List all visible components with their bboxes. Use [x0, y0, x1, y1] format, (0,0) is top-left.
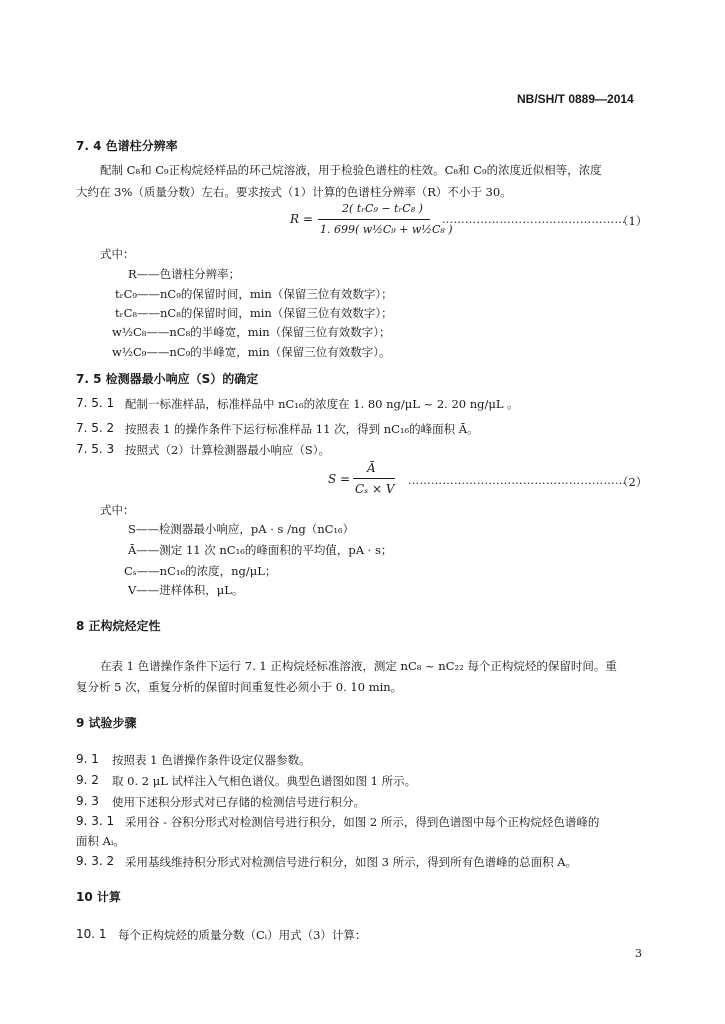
eq2-lhs: S = [328, 472, 351, 486]
s75-item-text: 配制一标准样品，标准样品中 nC₁₆的浓度在 1. 80 ng/μL ~ 2. 20 ng/μL 。 [125, 397, 519, 411]
s75-where-label: 式中： [100, 503, 135, 517]
s10-item-number: 10. 1 [76, 927, 107, 941]
standard-number: NB/SH/T 0889—2014 [517, 92, 634, 106]
s75-item-number: 7. 5. 1 [76, 396, 115, 410]
s9-item-text-continued: 面积 Aᵢ。 [76, 834, 125, 848]
s75-def-line: S——检测器最小响应，pA · s /ng（nC₁₆） [128, 522, 355, 536]
s9-item-number: 9. 3. 2 [76, 854, 115, 868]
s9-item-number: 9. 3. 1 [76, 814, 115, 828]
eq2-leader-dots: ………………………………………………… [408, 474, 627, 487]
s75-item-number: 7. 5. 3 [76, 442, 115, 456]
s74-def-line: w½C₈——nC₈的半峰宽，min（保留三位有效数字）； [112, 325, 391, 339]
s9-item-text: 使用下述积分形式对已存储的检测信号进行积分。 [112, 795, 365, 809]
s9-item-number: 9. 2 [76, 773, 99, 787]
s75-item-text: 按照表 1 的操作条件下运行标准样品 11 次，得到 nC₁₆的峰面积 Ā。 [125, 422, 479, 436]
s9-item-number: 9. 3 [76, 794, 99, 808]
s10-item-text: 每个正构烷烃的质量分数（Cᵢ）用式（3）计算： [118, 928, 367, 942]
eq2-numerator: Ā [367, 461, 376, 475]
eq1-numerator: 2( tᵣC₉ − tᵣC₈ ) [342, 202, 423, 215]
section-7-4-title: 7. 4 色谱柱分辨率 [76, 139, 178, 153]
eq2-denominator: Cₛ × V [355, 482, 395, 496]
section-8-title: 8 正构烷烃定性 [76, 619, 161, 633]
eq1-number: （1） [617, 214, 648, 228]
page-number: 3 [635, 947, 642, 960]
s74-def-line: tᵣC₈——nC₈的保留时间，min（保留三位有效数字）； [115, 306, 393, 320]
eq1-fraction-bar [318, 219, 430, 220]
s9-item-text: 采用谷 - 谷积分形式对检测信号进行积分，如图 2 所示，得到色谱图中每个正构烷烃色谱峰的 [125, 815, 600, 829]
s75-def-line: V——进样体积，μL。 [128, 583, 244, 597]
s75-def-line: Cₛ——nC₁₆的浓度，ng/μL； [124, 564, 277, 578]
eq2-fraction-bar [353, 478, 395, 479]
eq2-number: （2） [617, 475, 648, 489]
s74-def-line: R——色谱柱分辨率； [128, 267, 241, 281]
eq1-leader-dots: ………………………………………… [442, 213, 626, 226]
s75-item-number: 7. 5. 2 [76, 421, 115, 435]
eq1-denominator: 1. 699( w½C₉ + w½C₈ ) [320, 223, 453, 236]
eq1-lhs: R = [290, 212, 313, 226]
s74-def-line: w½C₉——nC₉的半峰宽，min（保留三位有效数字）。 [112, 345, 391, 359]
section-7-5-title: 7. 5 检测器最小响应（S）的确定 [76, 372, 259, 386]
s9-item-text: 按照表 1 色谱操作条件设定仪器参数。 [112, 753, 311, 767]
s75-item-text: 按照式（2）计算检测器最小响应（S）。 [125, 443, 330, 457]
section-10-title: 10 计算 [76, 890, 121, 904]
s8-paragraph-line1: 在表 1 色谱操作条件下运行 7. 1 正构烷烃标准溶液，测定 nC₈ ~ nC₂₂ 每个正构烷烃的保留时间。重 [100, 659, 617, 673]
s74-where-label: 式中： [100, 247, 135, 261]
s9-item-text: 采用基线维持积分形式对检测信号进行积分，如图 3 所示，得到所有色谱峰的总面积 A。 [125, 855, 578, 869]
s8-paragraph-line2: 复分析 5 次，重复分析的保留时间重复性必须小于 0. 10 min。 [76, 680, 403, 694]
s9-item-text: 取 0. 2 μL 试样注入气相色谱仪。典型色谱图如图 1 所示。 [112, 774, 417, 788]
s74-paragraph-line1: 配制 C₈和 C₉正构烷烃样品的环己烷溶液，用于检验色谱柱的柱效。C₈和 C₉的浓度近似相等，浓度 [100, 163, 602, 177]
s74-paragraph-line2: 大约在 3%（质量分数）左右。要求按式（1）计算的色谱柱分辨率（R）不小于 30。 [76, 185, 512, 199]
s75-def-line: Ā——测定 11 次 nC₁₆的峰面积的平均值，pA · s； [128, 543, 393, 557]
section-9-title: 9 试验步骤 [76, 716, 137, 730]
s9-item-number: 9. 1 [76, 752, 99, 766]
s74-def-line: tᵣC₉——nC₉的保留时间，min（保留三位有效数字）； [115, 287, 393, 301]
